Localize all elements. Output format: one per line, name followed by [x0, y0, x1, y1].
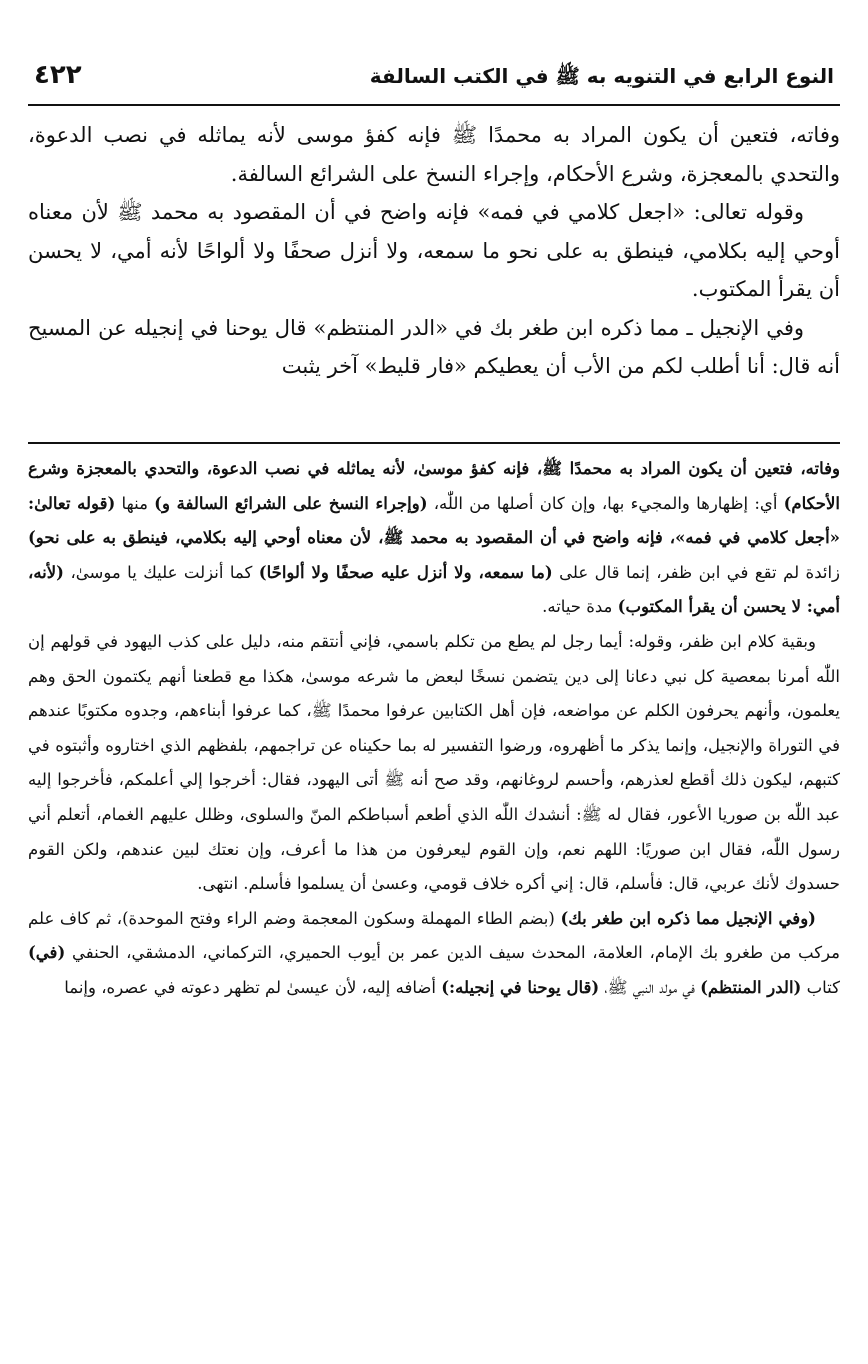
quoted-text: (لأنه، أمي: لا يحسن أن يقرأ المكتوب): [28, 562, 840, 617]
main-paragraph: [28, 193, 840, 309]
commentary-paragraph: [28, 452, 840, 625]
page-number: ٤٢٢: [34, 60, 82, 90]
main-paragraph: [28, 309, 840, 386]
running-title: النوع الرابع في التنويه به ﷺ في الكتب السالفة: [369, 64, 834, 88]
quoted-text: وفاته، فتعين أن يكون المراد به محمدًا ﷺ، فإنه كفؤ موسىٰ، لأنه يماثله في نصب الدعوة، والتحدي بالمعجزة وشرع الأحكام): [28, 459, 840, 513]
commentary-segment: زائدة لم تقع في ابن ظفر، إنما قال على: [552, 562, 840, 582]
commentary-paragraph: [28, 902, 840, 1006]
main-text-segment: وفاته، فتعين أن يكون المراد به محمدًا ﷺ فإنه كفؤ موسى لأنه يماثله في نصب الدعوة، والتحدي بالمعجزة، وشرع الأحكام، وإجراء النسخ على الشرائع السالفة.: [28, 123, 840, 186]
commentary-text: [28, 452, 840, 1312]
quoted-text: (قوله تعالىٰ: «أجعل كلامي في فمه»، فإنه واضح في أن المقصود به محمد ﷺ، لأن معناه أوحي إليه بكلامي، فينطق به على نحو): [28, 493, 840, 548]
commentary-segment: في مولد النبي ﷺ،: [599, 977, 701, 997]
commentary-segment: وبقية كلام ابن ظفر، وقوله: أيما رجل لم يطع من تكلم باسمي، فإني أنتقم منه، دليل على كذب اليهود في قولهم إن اللّٰه أمرنا بمعصية كل نبي دعانا إلى دين يتضمن نسخًا لبعض ما شرعه موسىٰ، هكذا مع قطعنا أنهم يكتمون الحق وهم يعلمون، وأنهم يحرفون الكلم عن مواضعه، فإن أهل الكتابين عرفوا محمدًا ﷺ، كما عرفوا أبناءهم، وجدوه مكتوبًا عندهم في التوراة والإنجيل، وإنما يذكر ما أظهروه، ورضوا التفسير له بما حكيناه عن تراجمهم، بلفظهم الذي اختاروه وأثبتوه في كتبهم، ليكون ذلك أقطع لعذرهم، وأحسم لروغانهم، وقد صح أنه ﷺ أتى اليهود، فقال: أخرجوا إلي أعلمكم، فأخرجوا إليه عبد اللّٰه بن صوريا الأعور، فقال له ﷺ: أنشدك اللّٰه الذي أطعم أسباطكم المنّ والسلوى، وظلل عليهم الغمام، أتعلم أني رسول اللّٰه، فقال ابن صوريًا: اللهم نعم، وإن القوم ليعرفون من هذا ما أعرف، وإن نعتك لبين عندهم، ولكن القوم حسدوك لأنك عربي، قال: فأسلم، قال: إني أكره خلاف قومي، وعسىٰ أن يسلموا فأسلم. انتهى.: [28, 631, 840, 894]
commentary-segment: أي: إظهارها والمجيء بها، وإن كان أصلها من اللّٰه،: [427, 493, 784, 513]
main-text-segment: وفي الإنجيل ـ مما ذكره ابن طغر بك في «الدر المنتظم» قال يوحنا في إنجيله عن المسيح أنه قال: أنا أطلب لكم من الأب أن يعطيكم «فار قليط» آخر يثبت: [28, 315, 840, 378]
commentary-segment: منها: [115, 493, 155, 513]
commentary-segment: كتاب: [801, 977, 840, 997]
section-divider: [28, 442, 840, 444]
quoted-text: (وإجراء النسخ على الشرائع السالفة و): [154, 493, 428, 513]
quoted-text: (الدر المنتظم): [700, 977, 802, 997]
main-text: [28, 106, 840, 436]
quoted-text: (قال يوحنا في إنجيله:): [441, 977, 600, 997]
book-page: [28, 60, 840, 1312]
commentary-segment: كما أنزلت عليك يا موسىٰ،: [63, 562, 259, 582]
commentary-segment: أضافه إليه، لأن عيسىٰ لم تظهر دعوته في عصره، وإنما: [64, 977, 442, 997]
quoted-text: (في): [28, 943, 66, 963]
quoted-text: (ما سمعه، ولا أنزل عليه صحفًا ولا ألواحًا): [258, 562, 553, 582]
page-header: [28, 60, 840, 106]
quoted-text: (وفي الإنجيل مما ذكره ابن طغر بك): [560, 908, 816, 928]
main-text-segment: وقوله تعالى: «اجعل كلامي في فمه» فإنه واضح في أن المقصود به محمد ﷺ لأن معناه أوحي إليه بكلامي، فينطق به على نحو ما سمعه، ولا أنزل صحفًا ولا ألواحًا لأنه أمي، لا يحسن أن يقرأ المكتوب.: [28, 200, 840, 301]
main-paragraph: [28, 116, 840, 193]
commentary-segment: (بضم الطاء المهملة وسكون المعجمة وضم الراء وفتح الموحدة)، ثم كاف علم مركب من طغرو بك الإمام، العلامة، المحدث سيف الدين عمر بن أيوب الحميري، التركماني، الدمشقي، الحنفي: [28, 908, 840, 963]
commentary-paragraph: [28, 625, 840, 902]
commentary-segment: مدة حياته.: [542, 597, 618, 617]
